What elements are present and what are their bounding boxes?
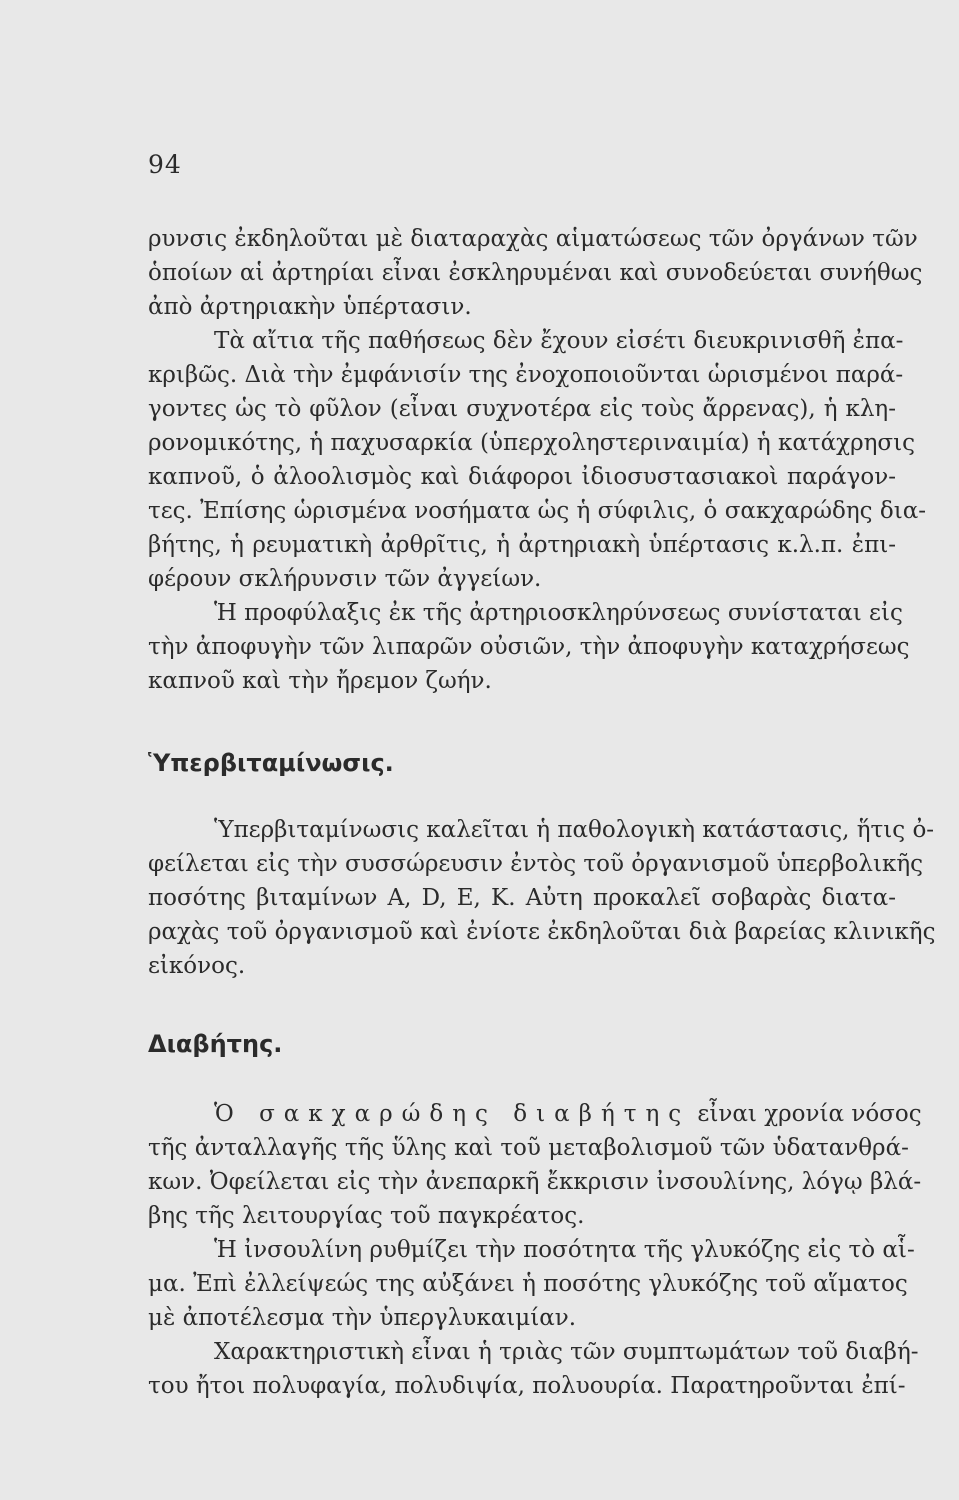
text-line: τες. Ἐπίσης ὡρισμένα νοσήματα ὡς ἡ σύφιλις, ὁ σακχαρώδης δια- — [148, 498, 927, 524]
text-line: τὴν ἀποφυγὴν τῶν λιπαρῶν οὐσιῶν, τὴν ἀποφυγὴν καταχρήσεως — [148, 634, 910, 660]
text-line: τῆς ἀνταλλαγῆς τῆς ὕλης καὶ τοῦ μεταβολισμοῦ τῶν ὑδατανθρά- — [148, 1135, 909, 1161]
text-line: του ἤτοι πολυφαγία, πολυδιψία, πολυουρία. Παρατηροῦνται ἐπί- — [148, 1373, 906, 1399]
text-line: καπνοῦ καὶ τὴν ἤρεμον ζωήν. — [148, 668, 492, 694]
text-line: ρονομικότης, ἡ παχυσαρκία (ὑπερχοληστεριναιμία) ἡ κατάχρησις — [148, 430, 915, 456]
paragraph-block-arteriosclerosis — [148, 222, 927, 698]
text-line: ραχὰς τοῦ ὀργανισμοῦ καὶ ἐνίοτε ἐκδηλοῦται διὰ βαρείας κλινικῆς — [148, 919, 936, 945]
text-line: ἀπὸ ἀρτηριακὴν ὑπέρτασιν. — [148, 294, 472, 320]
text-line: Ἡ ἰνσουλίνη ρυθμίζει τὴν ποσότητα τῆς γλυκόζης εἰς τὸ αἷ- — [214, 1237, 915, 1263]
section-heading-hypervitaminosis: Ὑπερβιταμίνωσις. — [148, 749, 394, 777]
text-line: ὁποίων αἱ ἀρτηρίαι εἶναι ἐσκληρυμέναι καὶ συνοδεύεται συνήθως — [148, 260, 923, 286]
text-line: Ἡ προφύλαξις ἐκ τῆς ἀρτηριοσκληρύνσεως συνίσταται εἰς — [214, 600, 903, 626]
text-line: κριβῶς. Διὰ τὴν ἐμφάνισίν της ἐνοχοποιοῦνται ὡρισμένοι παρά- — [148, 362, 904, 388]
text-line: ποσότης βιταμίνων Α, D, Ε, Κ. Αὐτη προκαλεῖ σοβαρὰς διατα- — [148, 885, 896, 911]
text-line: κων. Ὀφείλεται εἰς τὴν ἀνεπαρκῆ ἔκκρισιν ἰνσουλίνης, λόγῳ βλά- — [148, 1169, 922, 1195]
text-line: εἰκόνος. — [148, 953, 246, 979]
text-line: ρυνσις ἐκδηλοῦται μὲ διαταραχὰς αἱματώσεως τῶν ὀργάνων τῶν — [148, 226, 918, 252]
text-line: καπνοῦ, ὁ ἀλοολισμὸς καὶ διάφοροι ἰδιοσυστασιακοὶ παράγον- — [148, 464, 896, 490]
text-span: εἶναι χρονία νόσος — [697, 1101, 922, 1127]
section-heading-diabetes: Διαβήτης. — [148, 1030, 283, 1058]
text-line — [148, 1097, 922, 1131]
text-line: γοντες ὡς τὸ φῦλον (εἶναι συχνοτέρα εἰς τοὺς ἄρρενας), ἡ κλη- — [148, 396, 896, 422]
text-line: βης τῆς λειτουργίας τοῦ παγκρέατος. — [148, 1203, 585, 1229]
text-line: Ὑπερβιταμίνωσις καλεῖται ἡ παθολογικὴ κατάστασις, ἥτις ὀ- — [214, 817, 935, 843]
text-line: φέρουν σκλήρυνσιν τῶν ἀγγείων. — [148, 566, 542, 592]
text-line: φείλεται εἰς τὴν συσσώρευσιν ἐντὸς τοῦ ὀργανισμοῦ ὑπερβολικῆς — [148, 851, 924, 877]
text-line: βήτης, ἡ ρευματικὴ ἀρθρῖτις, ἡ ἀρτηριακὴ ὑπέρτασις κ.λ.π. ἐπι- — [148, 532, 896, 558]
text-line: μὲ ἀποτέλεσμα τὴν ὑπεργλυκαιμίαν. — [148, 1305, 577, 1331]
text-line: μα. Ἐπὶ ἐλλείψεώς της αὐξάνει ἡ ποσότης γλυκόζης τοῦ αἵματος — [148, 1271, 908, 1297]
page-number: 94 — [148, 150, 182, 179]
paragraph-block-hypervitaminosis — [148, 813, 936, 983]
text-line: Τὰ αἴτια τῆς παθήσεως δὲν ἔχουν εἰσέτι διευκρινισθῆ ἐπα- — [214, 328, 904, 354]
spaced-term: Ὁ σακχαρώδης διαβήτης — [214, 1101, 691, 1127]
text-line: Χαρακτηριστικὴ εἶναι ἡ τριὰς τῶν συμπτωμάτων τοῦ διαβή- — [214, 1339, 919, 1365]
paragraph-block-diabetes — [148, 1097, 922, 1403]
